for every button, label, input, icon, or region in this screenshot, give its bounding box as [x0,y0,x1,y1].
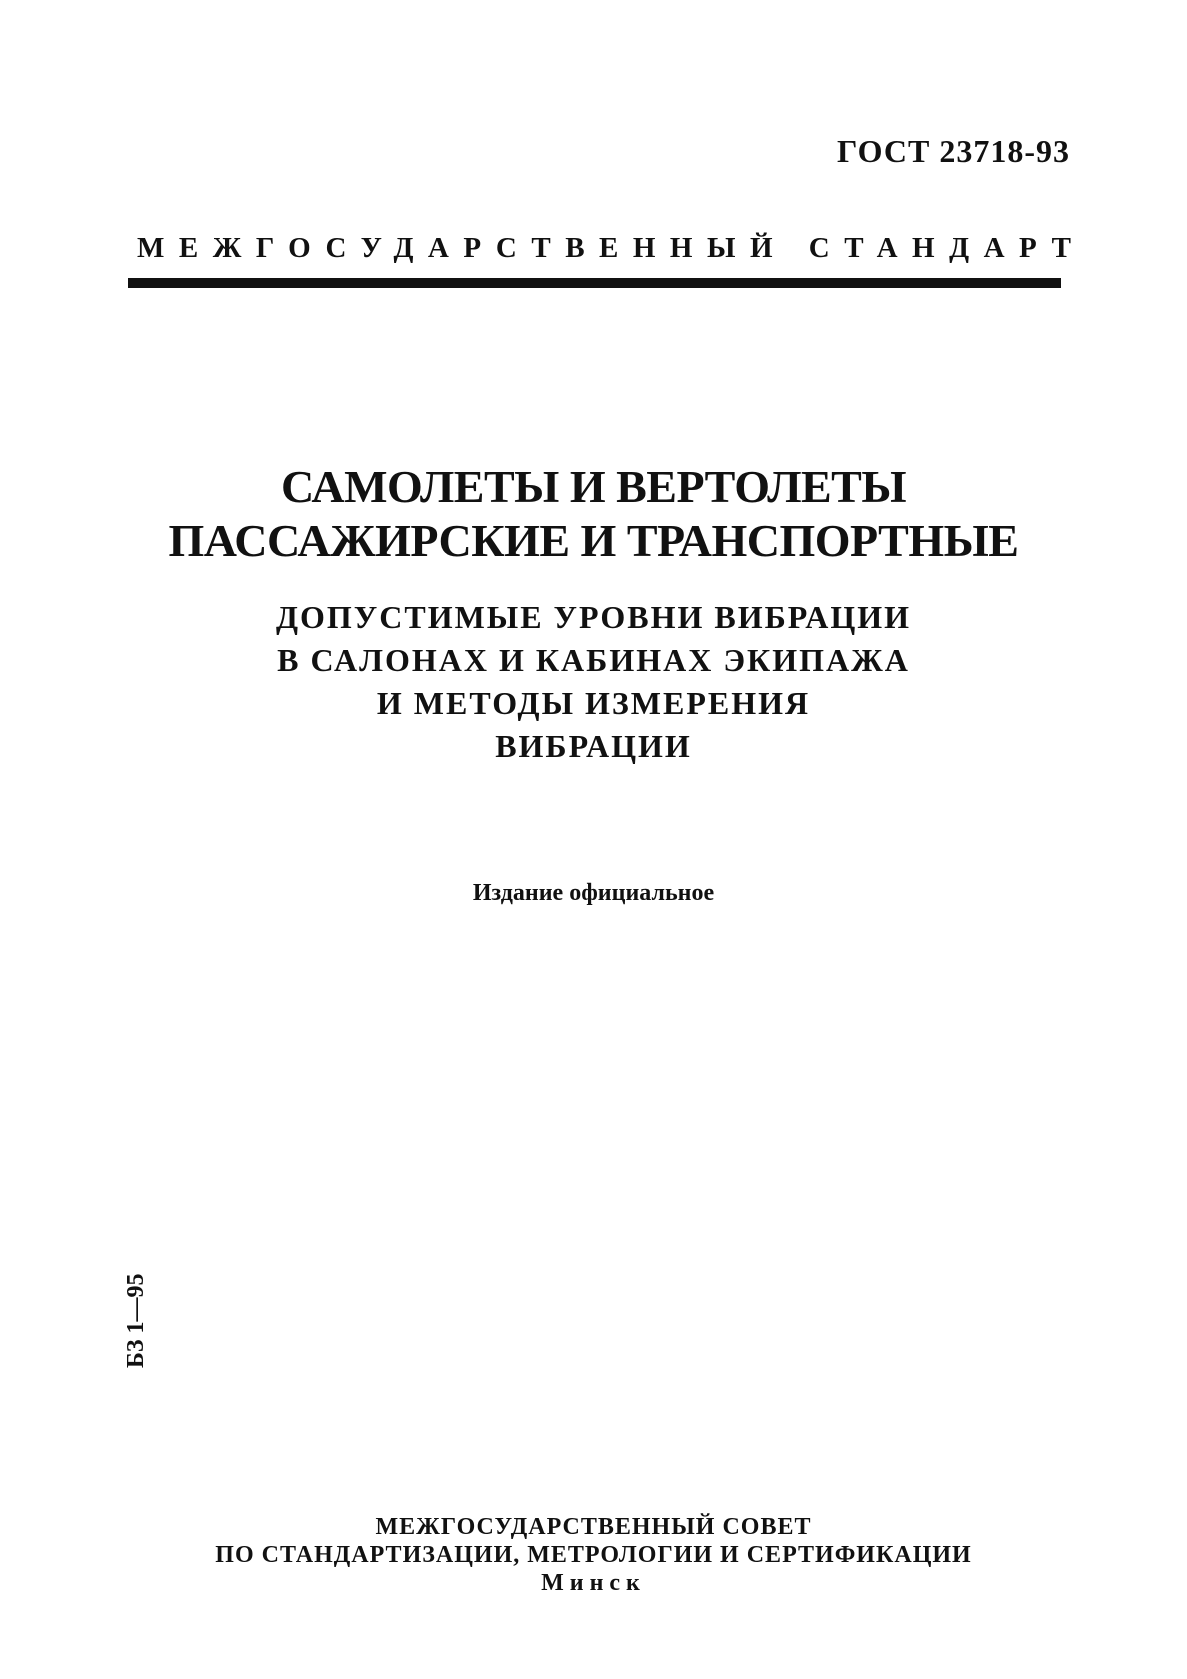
standard-type-heading: МЕЖГОСУДАРСТВЕННЫЙ СТАНДАРТ [137,232,1086,264]
publisher-line-2: ПО СТАНДАРТИЗАЦИИ, МЕТРОЛОГИИ И СЕРТИФИКАЦИИ [215,1542,972,1568]
document-subtitle [0,596,1187,768]
edition-label: Издание официальное [472,880,715,906]
subtitle-line-2: В САЛОНАХ И КАБИНАХ ЭКИПАЖА [277,642,910,678]
subtitle-line-1: ДОПУСТИМЫЕ УРОВНИ ВИБРАЦИИ [275,599,912,635]
publisher-block [0,1513,1187,1597]
header-divider [128,278,1061,288]
publisher-city: Минск [541,1570,646,1596]
subtitle-line-3: И МЕТОДЫ ИЗМЕРЕНИЯ [376,685,811,721]
publisher-line-1: МЕЖГОСУДАРСТВЕННЫЙ СОВЕТ [375,1514,812,1540]
title-line-2: ПАССАЖИРСКИЕ И ТРАНСПОРТНЫЕ [168,515,1019,566]
gost-number: ГОСТ 23718-93 [837,133,1070,169]
subtitle-line-4: ВИБРАЦИИ [495,728,692,764]
side-code: БЗ 1—95 [123,1273,149,1368]
title-line-1: САМОЛЕТЫ И ВЕРТОЛЕТЫ [280,461,907,512]
document-title [0,460,1187,568]
